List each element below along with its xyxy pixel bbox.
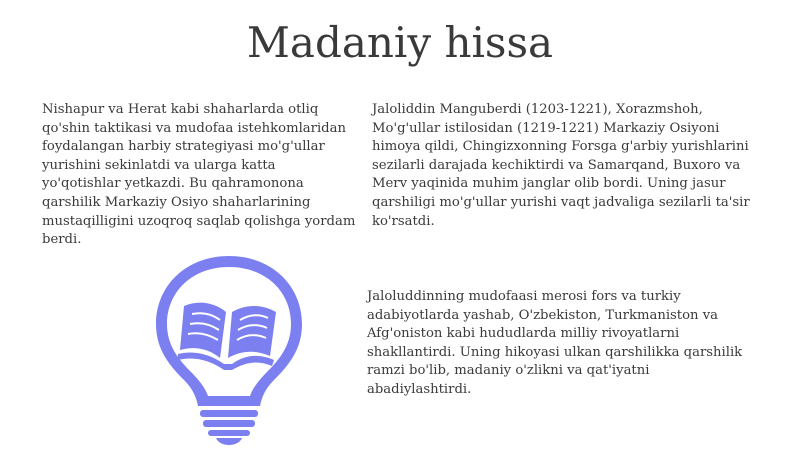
page-title: Madaniy hissa (246, 18, 554, 67)
lightbulb-book-icon (148, 250, 310, 445)
paragraph-cultural-legacy: Jaloluddinning mudofaasi merosi fors va turkiy adabiyotlarda yashab, O'zbekiston, Turkmaniston va Afg'oniston kabi hududlarda milliy rivoyatlarni shakllantirdi. Uning hikoyasi ulkan qarshilikka qarshilik ramzi bo'lib, madaniy o'zlikni va qat'iyatni abadiylashtirdi. (367, 289, 743, 397)
paragraph-military-strategy: Nishapur va Herat kabi shaharlarda otliq qo'shin taktikasi va mudofaa istehkomlaridan foydalangan harbiy strategiyasi mo'g'ullar yurishini sekinlatdi va ularga katta yo'qotishlar yetkazdi. Bu qahramonona qarshilik Markaziy Osiyo shaharlarining mustaqilligini uzoqroq saqlab qolishga yordam berdi. (42, 102, 356, 248)
paragraph-jaloliddin-bio: Jaloliddin Manguberdi (1203-1221), Xorazmshoh, Mo'g'ullar istilosidan (1219-1221) Markaziy Osiyoni himoya qildi, Chingizxonning Forsga g'arbiy yurishlarini sezilarli darajada kechiktirdi va Samarqand, Buxoro va Merv yaqinida muhim janglar olib bordi. Uning jasur qarshiligi mo'g'ullar yurishi vaqt jadvaliga sezilarli ta'sir ko'rsatdi. (372, 102, 750, 229)
